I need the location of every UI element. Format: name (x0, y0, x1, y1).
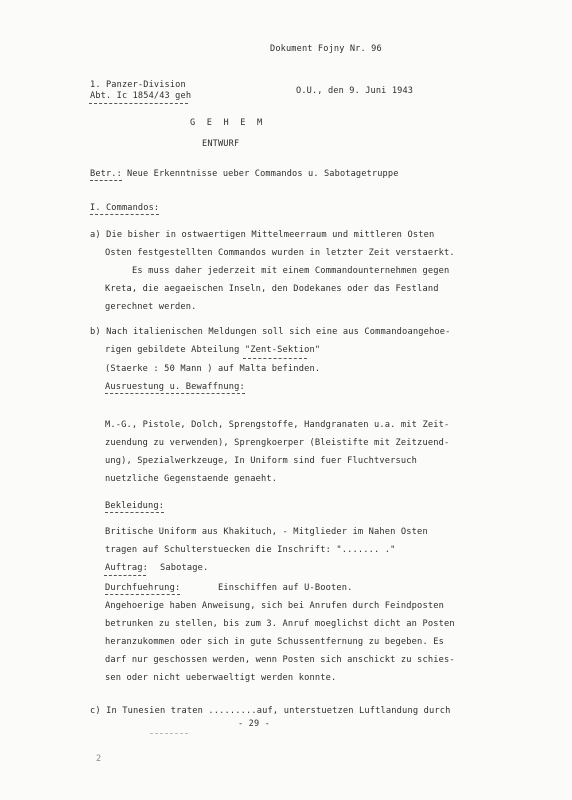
para-c-line: c) In Tunesien traten .........auf, unterstuetzen Luftlandung durch (90, 706, 451, 716)
place-date: O.U., den 9. Juni 1943 (296, 86, 414, 96)
para-a-line: Es muss daher jederzeit mit einem Commandounternehmen gegen (132, 266, 450, 276)
execution-label-text: Durchfuehrung: (105, 583, 181, 593)
execution-label (105, 583, 180, 594)
para-a-line: Kreta, die aegaeischen Inseln, den Dodekanes oder das Festland (105, 284, 439, 294)
reference-number: Abt. Ic 1854/43 geh (90, 91, 192, 101)
execution-line: sen oder nicht ueberwaeltigt werden konnte. (105, 673, 337, 683)
document-number: Dokument Fojny Nr. 96 (270, 44, 382, 54)
header-rule (89, 103, 188, 104)
subject-label-text: Betr.: (90, 169, 122, 179)
section-title (90, 203, 159, 214)
para-a-line: Osten festgestellten Commandos wurden in letzter Zeit verstaerkt. (105, 248, 455, 258)
subject-label (90, 169, 122, 180)
equipment-line: nuetzliche Gegenstaende genaeht. (105, 474, 278, 484)
equipment-label (105, 382, 245, 393)
mission-label: Auftrag: (105, 563, 149, 573)
para-a-line: a) Die bisher in ostwaertigen Mittelmeerraum und mittleren Osten (90, 230, 435, 240)
execution-line: heranzukommen oder sich in gute Schussentfernung zu begeben. Es (105, 637, 444, 647)
clothing-label-text: Bekleidung: (105, 501, 165, 511)
para-a-line: gerechnet werden. (105, 302, 197, 312)
para-b-line: b) Nach italienischen Meldungen soll sich eine aus Commandoangehoe- (90, 327, 451, 337)
clothing-line: tragen auf Schulterstuecken die Inschrift: "....... ." (105, 545, 396, 555)
execution-line: Angehoerige haben Anweisung, sich bei Anrufen durch Feindposten (105, 601, 444, 611)
equipment-label-text: Ausruestung u. Bewaffnung: (105, 382, 245, 392)
equipment-line: zuendung zu verwenden), Sprengkoerper (Bleistifte mit Zeitzuend- (105, 438, 450, 448)
equipment-line: ung), Spezialwerkzeuge, In Uniform sind fuer Fluchtversuch (105, 456, 418, 466)
subject-text: Neue Erkenntnisse ueber Commandos u. Sabotagetruppe (127, 169, 399, 179)
margin-mark: 2 (96, 754, 102, 764)
clothing-label (105, 501, 164, 512)
para-b-line: rigen gebildete Abteilung "Zent-Sektion" (105, 345, 321, 355)
zent-sektion-underline (243, 358, 307, 359)
draft-label: ENTWURF (202, 139, 240, 149)
mission-underline (104, 575, 146, 576)
execution-line: darf nur geschossen werden, wenn Posten sich anschickt zu schies- (105, 655, 455, 665)
page-number: - 29 - (238, 719, 270, 729)
para-b-line: (Staerke : 50 Mann ) auf Malta befinden. (105, 364, 321, 374)
execution-line: betrunken zu stellen, bis zum 3. Anruf moeglichst dicht an Posten (105, 619, 455, 629)
classification-stamp: G E H E M (190, 118, 266, 128)
mission-value: Sabotage. (160, 563, 209, 573)
issuing-unit: 1. Panzer-Division (90, 80, 186, 90)
clothing-line: Britische Uniform aus Khakituch, - Mitglieder im Nahen Osten (105, 527, 428, 537)
execution-value: Einschiffen auf U-Booten. (218, 583, 353, 593)
faint-mark (150, 733, 188, 734)
section-title-text: I. Commandos: (90, 203, 160, 213)
equipment-line: M.-G., Pistole, Dolch, Sprengstoffe, Handgranaten u.a. mit Zeit- (105, 420, 450, 430)
